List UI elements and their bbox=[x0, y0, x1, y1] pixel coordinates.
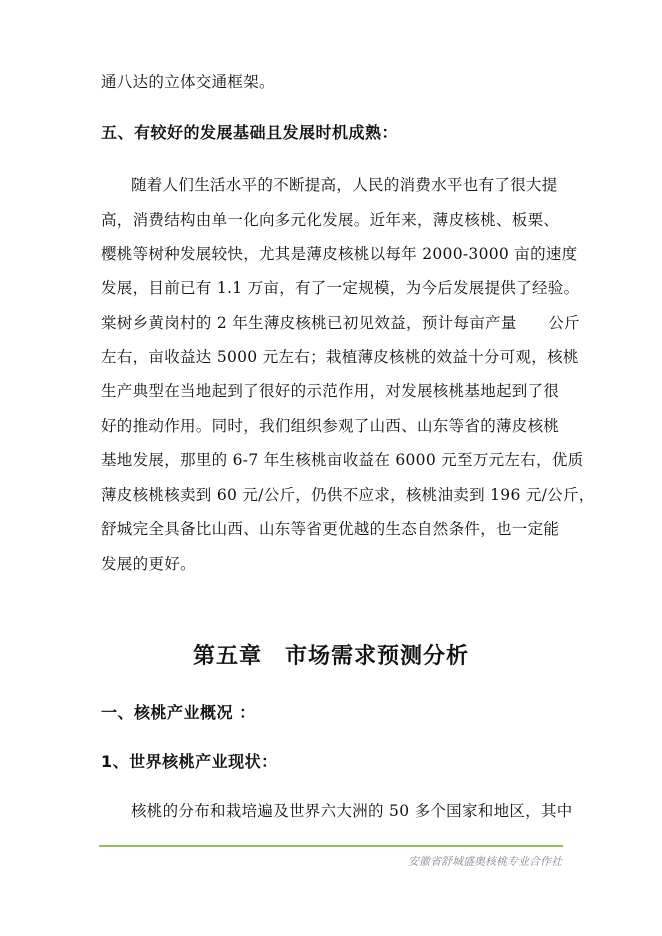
paragraph-line: 生产典型在当地起到了很好的示范作用，对发展核桃基地起到了很 bbox=[101, 382, 560, 400]
paragraph-line: 基地发展，那里的 6-7 年生核桃亩收益在 6000 元至万元左右，优质 bbox=[101, 451, 584, 469]
paragraph-line: 棠树乡黄岗村的 2 年生薄皮核桃已初见效益，预计每亩产量 公斤 bbox=[101, 314, 580, 332]
paragraph-line: 樱桃等树种发展较快，尤其是薄皮核桃以每年 2000-3000 亩的速度 bbox=[101, 245, 578, 263]
subsection-heading-1-1: 1、世界核桃产业现状： bbox=[101, 752, 278, 771]
paragraph-line: 左右，亩收益达 5000 元左右；栽植薄皮核桃的效益十分可观，核桃 bbox=[101, 348, 579, 366]
paragraph-line: 薄皮核桃核卖到 60 元/公斤，仍供不应求，核桃油卖到 196 元/公斤， bbox=[101, 486, 595, 504]
chapter-title: 第五章 市场需求预测分析 bbox=[192, 644, 469, 669]
paragraph-line: 发展，目前已有 1.1 万亩，有了一定规模，为今后发展提供了经验。 bbox=[101, 279, 580, 297]
body-line-top: 通八达的立体交通框架。 bbox=[101, 73, 275, 91]
paragraph-line: 好的推动作用。同时，我们组织参观了山西、山东等省的薄皮核桃 bbox=[101, 417, 560, 435]
paragraph-line: 随着人们生活水平的不断提高，人民的消费水平也有了很大提 bbox=[131, 176, 558, 194]
paragraph-line: 舒城完全具备比山西、山东等省更优越的生态自然条件，也一定能 bbox=[101, 520, 560, 538]
body-line-last: 核桃的分布和栽培遍及世界六大洲的 50 多个国家和地区，其中 bbox=[131, 802, 573, 820]
footer-divider bbox=[99, 845, 563, 847]
subsection-heading-1: 一、核桃产业概况 ： bbox=[101, 703, 256, 722]
footer-text: 安徽省舒城盛奥核桃专业合作社 bbox=[408, 855, 562, 868]
paragraph-line: 发展的更好。 bbox=[101, 555, 196, 573]
section-heading-5: 五、有较好的发展基础且发展时机成熟： bbox=[101, 123, 399, 142]
paragraph-line: 高，消费结构由单一化向多元化发展。近年来，薄皮核桃、板栗、 bbox=[101, 211, 560, 229]
